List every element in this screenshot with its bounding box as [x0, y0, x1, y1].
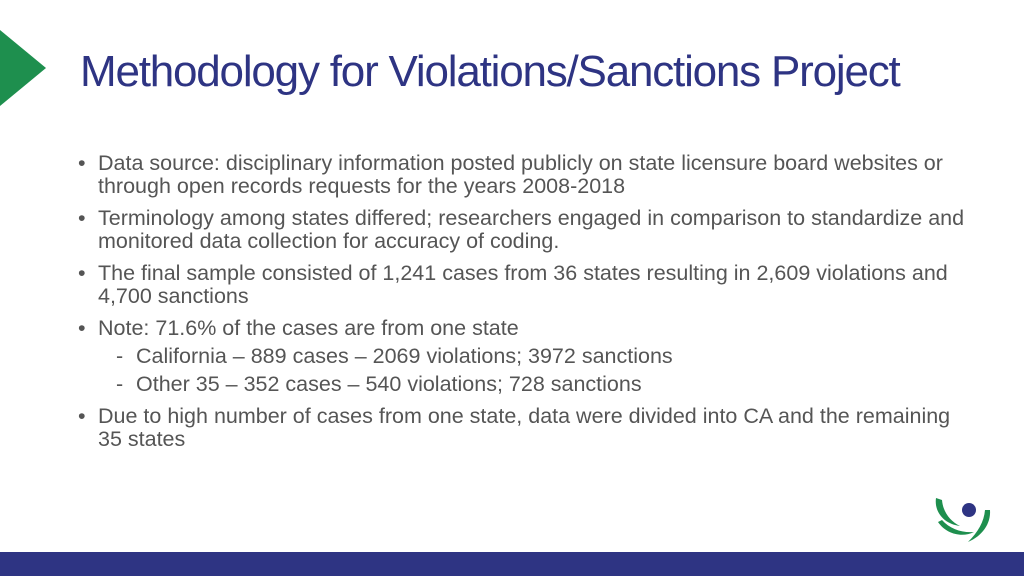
bullet-glyph: • — [78, 261, 86, 285]
bullet-glyph: • — [78, 316, 86, 340]
sub-bullet-text: Other 35 – 352 cases – 540 violations; 728 sanctions — [136, 372, 642, 396]
bullet-list — [78, 152, 978, 460]
green-triangle-icon — [0, 30, 46, 106]
sub-bullet-item — [98, 345, 978, 368]
sub-bullet-item — [98, 373, 978, 396]
bullet-item — [78, 317, 978, 396]
sub-bullet-glyph: - — [116, 344, 124, 368]
bullet-item — [78, 262, 978, 308]
footer-bar — [0, 552, 1024, 576]
swirl-logo-icon — [928, 488, 994, 546]
bullet-text: Note: 71.6% of the cases are from one state — [98, 316, 519, 340]
bullet-glyph: • — [78, 206, 86, 230]
sub-bullet-list — [98, 345, 978, 396]
bullet-item — [78, 207, 978, 253]
bullet-item — [78, 152, 978, 198]
bullet-text: Terminology among states differed; researchers engaged in comparison to standardize and monitored data collection for accuracy of coding. — [98, 206, 965, 253]
sub-bullet-text: California – 889 cases – 2069 violations; 3972 sanctions — [136, 344, 673, 368]
bullet-item — [78, 405, 978, 451]
slide-title: Methodology for Violations/Sanctions Project — [80, 47, 900, 96]
bullet-glyph: • — [78, 151, 86, 175]
sub-bullet-glyph: - — [116, 372, 124, 396]
bullet-text: The final sample consisted of 1,241 cases from 36 states resulting in 2,609 violations and 4,700 sanctions — [98, 261, 948, 308]
bullet-text: Data source: disciplinary information posted publicly on state licensure board websites or through open records requests for the years 2008-2018 — [98, 151, 943, 198]
bullet-text: Due to high number of cases from one state, data were divided into CA and the remaining 35 states — [98, 404, 951, 451]
bullet-glyph: • — [78, 404, 86, 428]
